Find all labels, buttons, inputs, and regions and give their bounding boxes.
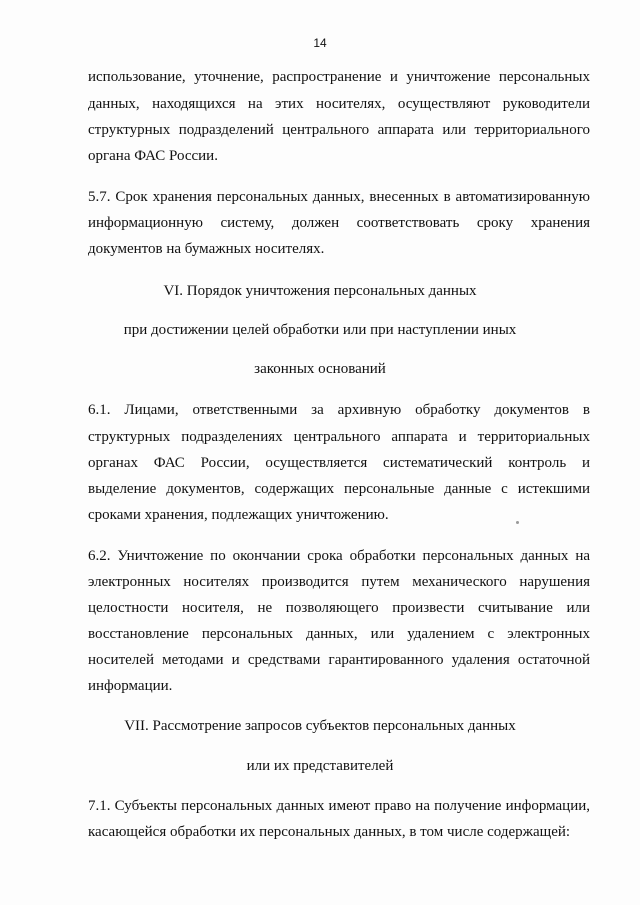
paragraph-line: органа ФАС России. — [88, 148, 218, 164]
paragraph-6-1-line: 6.1. Лицами, ответственными за архивную обработку документов в — [88, 402, 590, 418]
paragraph-5-7-line: информационную систему, должен соответствовать сроку хранения — [88, 215, 590, 231]
paragraph-line: использование, уточнение, распространение и уничтожение персональных — [88, 69, 590, 85]
paragraph-6-2-line: восстановление персональных данных, или удалением с электронных — [88, 626, 590, 642]
paragraph-6-2-line: носителей методами и средствами гарантированного удаления остаточной — [88, 652, 590, 668]
paragraph-6-2-line: информации. — [88, 678, 173, 694]
paragraph-line: данных, находящихся на этих носителях, осуществляют руководители — [88, 96, 590, 112]
paragraph-6-1-line: выделение документов, содержащих персональные данные с истекшими — [88, 481, 590, 497]
paragraph-6-1-line: органах ФАС России, осуществляется систематический контроль и — [88, 455, 590, 471]
paragraph-6-1-line: сроками хранения, подлежащих уничтожению. — [88, 507, 389, 523]
paragraph-5-7-line: документов на бумажных носителях. — [88, 241, 325, 257]
section-6-heading: законных оснований — [254, 361, 386, 377]
section-7-heading: VII. Рассмотрение запросов субъектов персональных данных — [124, 718, 516, 734]
scan-speck — [516, 521, 519, 524]
paragraph-5-7-line: 5.7. Срок хранения персональных данных, внесенных в автоматизированную — [88, 189, 590, 205]
paragraph-6-1-line: структурных подразделениях центрального аппарата и территориальных — [88, 429, 590, 445]
section-6-heading: при достижении целей обработки или при наступлении иных — [123, 322, 517, 338]
paragraph-line: структурных подразделений центрального аппарата или территориального — [88, 122, 590, 138]
section-6-heading: VI. Порядок уничтожения персональных данных — [163, 283, 477, 299]
section-7-heading: или их представителей — [246, 758, 394, 774]
paragraph-6-2-line: 6.2. Уничтожение по окончании срока обработки персональных данных на — [88, 548, 590, 564]
page-number: 14 — [313, 36, 327, 50]
paragraph-6-2-line: электронных носителях производится путем механического нарушения — [88, 574, 590, 590]
paragraph-7-1-line: касающейся обработки их персональных данных, в том числе содержащей: — [88, 824, 571, 840]
paragraph-7-1-line: 7.1. Субъекты персональных данных имеют право на получение информации, — [88, 798, 590, 814]
paragraph-6-2-line: целостности носителя, не позволяющего произвести считывание или — [88, 600, 590, 616]
